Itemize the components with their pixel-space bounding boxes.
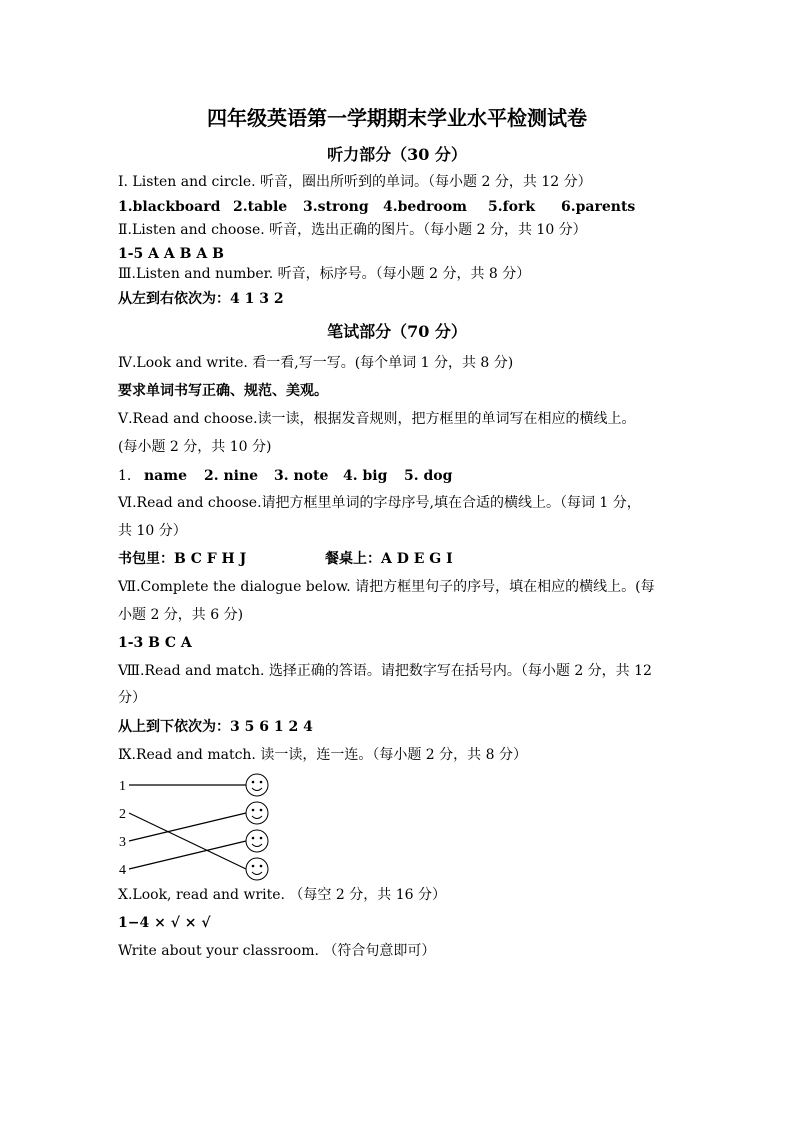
s1-answer-1: 1.blackboard — [118, 199, 221, 215]
match-number-4: 4 — [119, 863, 126, 878]
section-10-instruction: Ⅹ.Look, read and write. （每空 2 分，共 16 分） — [118, 887, 446, 903]
section-9-instruction: Ⅸ.Read and match. 读一读，连一连。（每小题 2 分，共 8 分） — [118, 747, 527, 763]
section-3-instruction: Ⅲ.Listen and number. 听音，标序号。（每小题 2 分，共 8 分） — [118, 266, 531, 282]
section-2-answer: 1-5 A A B A B — [118, 246, 224, 262]
section-5-instruction-cont: (每小题 2 分，共 10 分) — [118, 439, 272, 455]
smiley-face-icon — [246, 774, 268, 796]
page-title: 四年级英语第一学期期末学业水平检测试卷 — [207, 106, 587, 130]
section-8-instruction: Ⅷ.Read and match. 选择正确的答语。请把数字写在括号内。（每小题 2 分，共 12 — [118, 663, 652, 679]
section-10-answer: 1−4 × √ × √ — [118, 915, 211, 931]
s5-answer-3: 3. note — [274, 468, 329, 484]
match-line — [129, 813, 246, 869]
s1-answer-2: 2.table — [233, 199, 288, 215]
section-8-instruction-cont: 分） — [118, 690, 146, 706]
match-number-1: 1 — [119, 779, 126, 794]
s5-answer-5: 5. dog — [404, 468, 453, 484]
section-8-answer: 从上到下依次为：3 5 6 1 2 4 — [118, 719, 313, 735]
section-1-instruction: Ⅰ. Listen and circle. 听音，圈出所听到的单词。（每小题 2 分，共 12 分） — [118, 174, 592, 190]
section-2-instruction: Ⅱ.Listen and choose. 听音，选出正确的图片。（每小题 2 分，共 10 分） — [118, 222, 587, 238]
section-4-answer: 要求单词书写正确、规范、美观。 — [118, 383, 328, 399]
smiley-faces — [246, 774, 268, 880]
listening-section-header: 听力部分（30 分） — [327, 145, 467, 164]
s5-answer-prefix: 1. — [118, 468, 132, 484]
s5-answer-4: 4. big — [343, 468, 388, 484]
section-7-answer: 1-3 B C A — [118, 635, 192, 651]
s5-answer-2: 2. nine — [204, 468, 259, 484]
s1-answer-5: 5.fork — [488, 199, 536, 215]
s1-answer-4: 4.bedroom — [383, 199, 467, 215]
match-line — [129, 841, 246, 869]
smiley-face-icon — [246, 802, 268, 824]
writing-section-header: 笔试部分（70 分） — [327, 322, 467, 341]
section-10-note: Write about your classroom. （符合句意即可） — [118, 943, 436, 959]
section-6-answer-table: 餐桌上：A D E G I — [325, 551, 453, 567]
match-line — [129, 813, 246, 841]
matching-diagram — [110, 766, 280, 882]
s1-answer-6: 6.parents — [561, 199, 636, 215]
section-6-instruction-cont: 共 10 分） — [118, 523, 187, 539]
match-lines — [129, 785, 246, 869]
section-6-instruction: Ⅵ.Read and choose.请把方框里单词的字母序号,填在合适的横线上。（每词 1 分， — [118, 495, 641, 511]
section-5-instruction: Ⅴ.Read and choose.读一读，根据发音规则，把方框里的单词写在相应的横线上。 — [118, 411, 636, 427]
section-6-answer-bag: 书包里：B C F H J — [118, 551, 247, 567]
match-number-3: 3 — [119, 835, 126, 850]
s1-answer-3: 3.strong — [303, 199, 369, 215]
section-7-instruction: Ⅶ.Complete the dialogue below. 请把方框里句子的序号，填在相应的横线上。(每 — [118, 579, 655, 595]
smiley-face-icon — [246, 830, 268, 852]
section-4-instruction: Ⅳ.Look and write. 看一看,写一写。(每个单词 1 分，共 8 分) — [118, 355, 514, 371]
section-7-instruction-cont: 小题 2 分，共 6 分) — [118, 607, 244, 623]
smiley-face-icon — [246, 858, 268, 880]
match-number-2: 2 — [119, 807, 126, 822]
section-3-answer: 从左到右依次为：4 1 3 2 — [118, 291, 284, 307]
s5-answer-1: name — [144, 468, 187, 484]
